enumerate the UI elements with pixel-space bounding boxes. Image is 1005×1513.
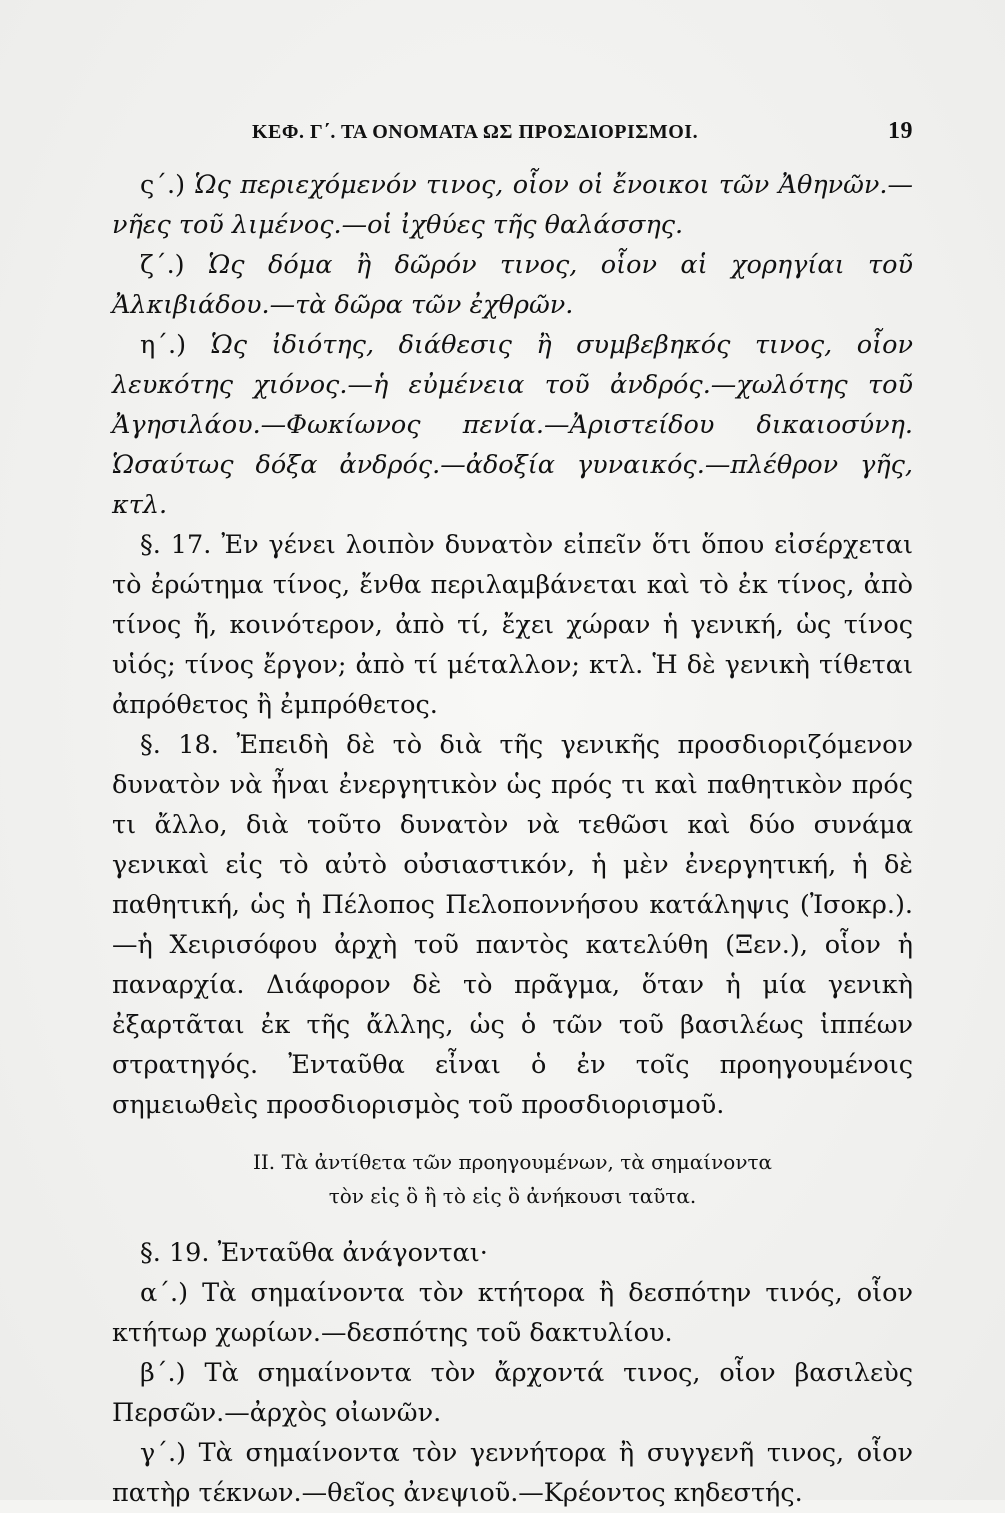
paragraph-text: Ὡς ἰδιότης, διάθεσις ἢ συμβεβηκός τινος, οἷον λευκότης χιόνος.—ἡ εὐμένεια τοῦ ἀνδρός.—χωλότης τοῦ Ἀγησιλάου.—Φωκίωνος πενία.—Ἀριστείδου δικαιοσύνη. Ὡσαύτως δόξα ἀνδρός.—ἀδοξία γυναικός.—πλέθρον γῆς, κτλ. — [112, 330, 914, 520]
section-heading-line-1: ΙΙ. Τὰ ἀντίθετα τῶν προηγουμένων, τὰ σημαίνοντα — [252, 1150, 773, 1174]
section-17 — [112, 525, 913, 725]
paragraph-text: Ἐπειδὴ δὲ τὸ διὰ τῆς γενικῆς προσδιοριζόμενον δυνατὸν νὰ ἦναι ἐνεργητικὸν ὡς πρός τι καὶ παθητικὸν πρός τι ἄλλο, διὰ τοῦτο δυνατὸν νὰ τεθῶσι καὶ δύο συνάμα γενικαὶ εἰς τὸ αὐτὸ οὐσιαστικόν, ἡ μὲν ἐνεργητική, ἡ δὲ παθητική, ὡς ἡ Πέλοπος Πελοποννήσου κατάληψις (Ἰσοκρ.).—ἡ Χειρισόφου ἀρχὴ τοῦ παντὸς κατελύθη (Ξεν.), οἷον ἡ παναρχία. Διάφορον δὲ τὸ πρᾶγμα, ὅταν ἡ μία γενικὴ ἐξαρτᾶται ἐκ τῆς ἄλλης, ὡς ὁ τῶν τοῦ βασιλέως ἱππέων στρατηγός. Ἐνταῦθα εἶναι ὁ ἐν τοῖς προηγουμένοις σημειωθεὶς προσδιορισμὸς τοῦ προσδιορισμοῦ. — [112, 730, 914, 1120]
paragraph-text: Τὰ σημαίνοντα τὸν κτήτορα ἢ δεσπότην τινός, οἷον κτήτωρ χωρίων.—δεσπότης τοῦ δακτυλίου. — [112, 1278, 913, 1348]
paragraph-text: Τὰ σημαίνοντα τὸν ἄρχοντά τινος, οἷον βασιλεὺς Περσῶν.—ἀρχὸς οἰωνῶν. — [112, 1358, 913, 1428]
item-marker: ς΄.) — [140, 170, 186, 200]
item-b — [112, 1353, 913, 1433]
paragraph-7 — [112, 245, 913, 325]
page-number: 19 — [888, 118, 913, 144]
item-marker: ζ΄.) — [140, 250, 185, 280]
section-marker: §. 18. — [140, 730, 219, 760]
section-marker: §. 19. — [140, 1238, 210, 1268]
item-marker: β΄.) — [140, 1358, 186, 1388]
item-marker: η΄.) — [140, 330, 187, 360]
paragraph-text: Ἐν γένει λοιπὸν δυνατὸν εἰπεῖν ὅτι ὅπου εἰσέρχεται τὸ ἐρώτημα τίνος, ἔνθα περιλαμβάνεται καὶ τὸ ἐκ τίνος, ἀπὸ τίνος ἤ, κοινότερον, ἀπὸ τί, ἔχει χώραν ἡ γενική, ὡς τίνος υἱός; τίνος ἔργον; ἀπὸ τί μέταλλον; κτλ. Ἡ δὲ γενικὴ τίθεται ἀπρόθετος ἢ ἐμπρόθετος. — [112, 530, 914, 720]
paragraph-text: Ὡς περιεχόμενόν τινος, οἷον οἱ ἔνοικοι τῶν Ἀθηνῶν.—νῆες τοῦ λιμένος.—οἱ ἰχθύες τῆς θαλάσσης. — [112, 170, 914, 240]
paragraph-text: Ἐνταῦθα ἀνάγονται· — [217, 1238, 488, 1268]
item-marker: γ΄.) — [140, 1438, 187, 1468]
paragraph-text: Ὡς δόμα ἢ δῶρόν τινος, οἷον αἱ χορηγίαι τοῦ Ἀλκιβιάδου.—τὰ δῶρα τῶν ἐχθρῶν. — [112, 250, 914, 320]
section-18 — [112, 725, 913, 1125]
paragraph-8 — [112, 325, 913, 525]
item-a — [112, 1273, 913, 1353]
running-title: ΚΕΦ. Γ΄. ΤΑ ΟΝΟΜΑΤΑ ΩΣ ΠΡΟΣΔΙΟΡΙΣΜΟΙ. — [252, 121, 699, 143]
item-c — [112, 1433, 913, 1513]
running-header — [252, 118, 913, 145]
paragraph-text: Τὰ σημαίνοντα τὸν γεννήτορα ἢ συγγενῆ τινος, οἷον πατὴρ τέκνων.—θεῖος ἀνεψιοῦ.—Κρέοντος κηδεστής. — [112, 1438, 913, 1508]
section-19 — [112, 1233, 913, 1273]
section-heading — [112, 1145, 913, 1213]
section-marker: §. 17. — [140, 530, 212, 560]
paragraph-6 — [112, 165, 913, 245]
section-heading-line-2: τὸν εἰς ὃ ἢ τὸ εἰς ὃ ἀνήκουσι ταῦτα. — [328, 1184, 697, 1208]
item-marker: α΄.) — [140, 1278, 189, 1308]
